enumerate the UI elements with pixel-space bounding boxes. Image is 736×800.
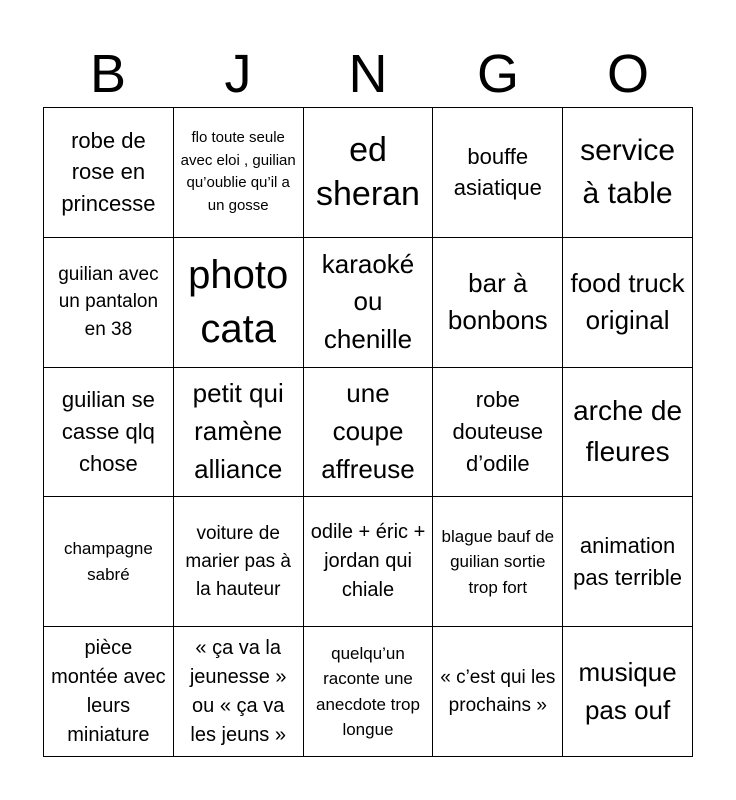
bingo-cell[interactable]	[44, 627, 174, 757]
bingo-cell[interactable]	[44, 238, 174, 368]
cell-text: pièce montée avec leurs miniature	[51, 636, 166, 746]
cell-text: guilian se casse qlq chose	[61, 387, 155, 476]
cell-text: champagne sabré	[63, 539, 153, 584]
bingo-cell[interactable]	[563, 497, 693, 627]
cell-text: odile + éric + jordan qui chiale	[310, 521, 426, 602]
bingo-cell[interactable]	[44, 368, 174, 498]
cell-text: ed sheran	[316, 131, 420, 214]
bingo-cell[interactable]	[433, 497, 563, 627]
cell-text: animation pas terrible	[573, 532, 683, 590]
cell-text: service à table	[580, 133, 676, 211]
bingo-cell[interactable]	[563, 627, 693, 757]
cell-text: blague bauf de guilian sortie trop fort	[441, 526, 555, 597]
cell-text: robe de rose en princesse	[61, 127, 156, 217]
header-letter-j: J	[224, 44, 252, 104]
bingo-cell[interactable]	[563, 108, 693, 238]
cell-text: bar à bonbons	[447, 267, 548, 336]
bingo-cell[interactable]	[433, 627, 563, 757]
bingo-cell[interactable]	[174, 368, 304, 498]
bingo-cell[interactable]	[174, 108, 304, 238]
cell-text: photo cata	[188, 253, 289, 352]
bingo-cell[interactable]	[563, 238, 693, 368]
cell-text: guilian avec un pantalon en 38	[58, 263, 159, 340]
header-letter-b: B	[89, 44, 127, 104]
bingo-grid	[43, 107, 693, 757]
bingo-cell[interactable]	[433, 238, 563, 368]
cell-text: quelqu’un raconte une anecdote trop longue	[316, 643, 420, 740]
bingo-cell[interactable]	[174, 238, 304, 368]
cell-text: bouffe asiatique	[453, 143, 542, 201]
bingo-cell[interactable]	[304, 627, 434, 757]
cell-text: petit qui ramène alliance	[192, 378, 284, 484]
bingo-cell[interactable]	[44, 108, 174, 238]
bingo-cell[interactable]	[44, 497, 174, 627]
bingo-cell[interactable]	[174, 497, 304, 627]
bingo-cell[interactable]	[304, 108, 434, 238]
bingo-cell[interactable]	[433, 368, 563, 498]
cell-text: robe douteuse d’odile	[452, 387, 544, 476]
bingo-cell[interactable]	[304, 497, 434, 627]
cell-text: food truck original	[570, 267, 685, 336]
cell-text: arche de fleures	[573, 395, 683, 467]
cell-text: une coupe affreuse	[321, 378, 415, 484]
header-letter-o: O	[606, 44, 649, 104]
bingo-cell[interactable]	[304, 238, 434, 368]
bingo-cell[interactable]	[563, 368, 693, 498]
cell-text: voiture de marier pas à la hauteur	[185, 523, 291, 600]
cell-text: musique pas ouf	[578, 656, 677, 725]
cell-text: « c’est qui les prochains »	[440, 667, 556, 716]
cell-text: « ça va la jeunesse » ou « ça va les jeuns »	[189, 636, 287, 746]
header-letter-g: G	[476, 44, 519, 104]
bingo-header	[43, 40, 693, 108]
bingo-cell[interactable]	[433, 108, 563, 238]
bingo-cell[interactable]	[174, 627, 304, 757]
bingo-cell[interactable]	[304, 368, 434, 498]
header-letter-n: N	[348, 44, 388, 104]
cell-text: karaoké ou chenille	[321, 248, 415, 355]
cell-text: flo toute seule avec eloi , guilian qu’oublie qu’il a un gosse	[180, 129, 296, 214]
